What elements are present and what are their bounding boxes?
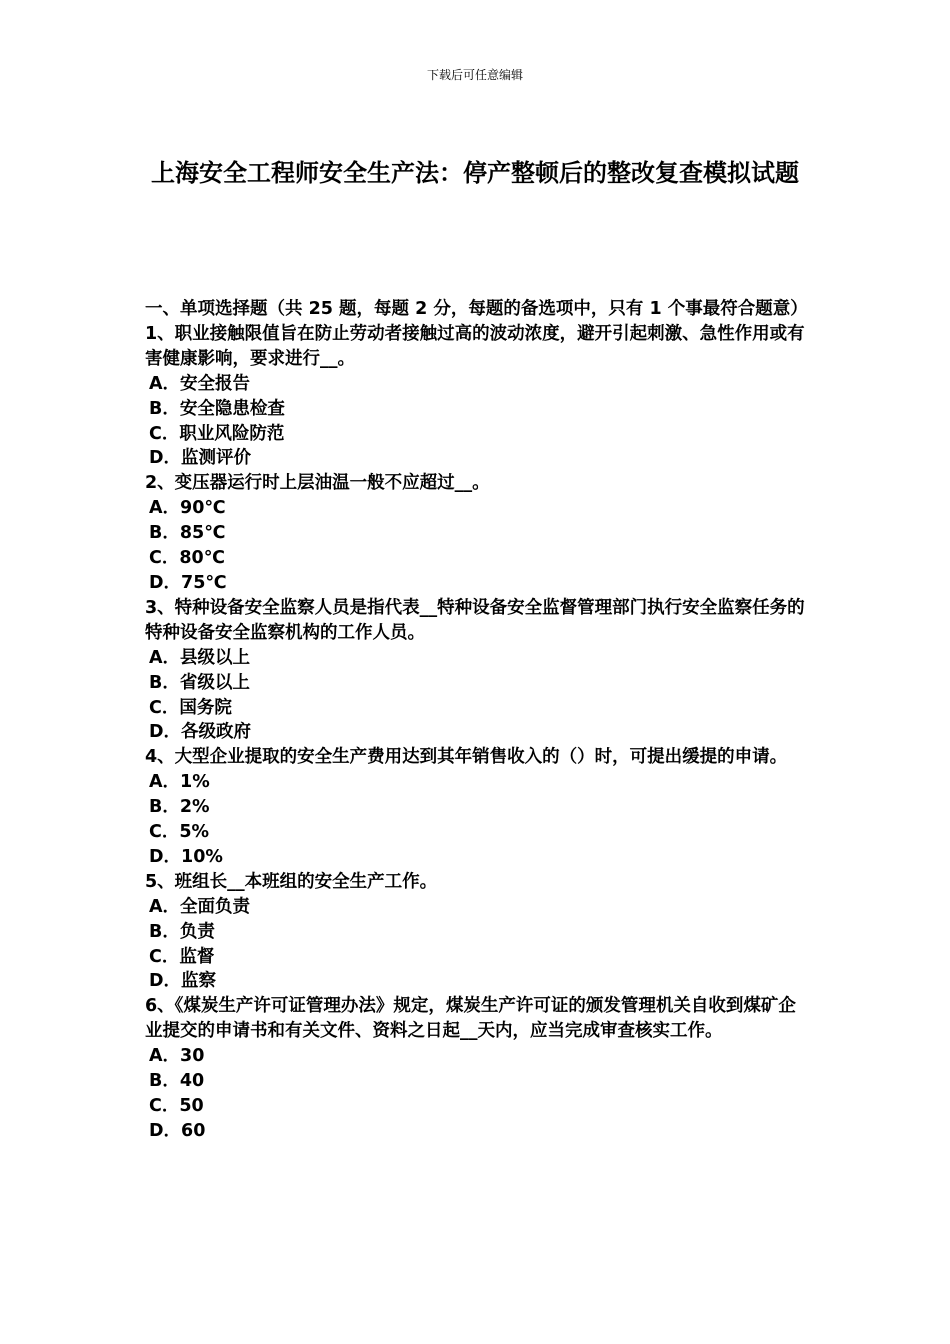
question-stem: 5、班组长__本班组的安全生产工作。 <box>145 871 438 892</box>
answer-option: C．50 <box>149 1096 204 1116</box>
question-stem: 4、大型企业提取的安全生产费用达到其年销售收入的（）时，可提出缓提的申请。 <box>145 747 788 768</box>
answer-option: C．国务院 <box>149 697 232 718</box>
document-title: 上海安全工程师安全生产法：停产整顿后的整改复查模拟试题 <box>151 159 799 187</box>
question-stem: 2、变压器运行时上层油温一般不应超过__。 <box>145 473 490 494</box>
answer-option: D．各级政府 <box>149 722 252 743</box>
answer-option: D．监测评价 <box>149 448 252 469</box>
answer-option: B．负责 <box>149 921 215 942</box>
question-stem: 1、职业接触限值旨在防止劳动者接触过高的波动浓度，避开引起刺激、急性作用或有害健康影响，要求进行__。 <box>145 323 805 369</box>
answer-option: D．监察 <box>149 971 217 992</box>
answer-option: C．5% <box>149 822 210 843</box>
question-stem: 3、特种设备安全监察人员是指代表__特种设备安全监督管理部门执行安全监察任务的特种设备安全监察机构的工作人员。 <box>145 597 805 643</box>
question-stem: 6、《煤炭生产许可证管理办法》规定，煤炭生产许可证的颁发管理机关自收到煤矿企业提交的申请书和有关文件、资料之日起__天内，应当完成审查核实工作。 <box>145 996 796 1042</box>
answer-option: B．安全隐患检查 <box>149 398 285 419</box>
answer-option: A．1% <box>149 772 210 793</box>
answer-option: A．30 <box>149 1046 205 1067</box>
answer-option: C．职业风险防范 <box>149 423 285 444</box>
answer-option: D．10% <box>149 846 223 867</box>
answer-option: A．90℃ <box>149 498 226 519</box>
answer-option: B．2% <box>149 797 210 818</box>
answer-option: C．监督 <box>149 946 215 967</box>
answer-option: A．全面负责 <box>149 896 251 917</box>
answer-option: B．40 <box>149 1071 205 1092</box>
answer-option: C．80℃ <box>149 548 225 569</box>
answer-option: A．县级以上 <box>149 647 251 668</box>
answer-option: D．60 <box>149 1120 206 1141</box>
answer-option: A．安全报告 <box>149 373 251 394</box>
answer-option: B．85℃ <box>149 523 226 544</box>
section-heading: 一、单项选择题（共 25 题，每题 2 分，每题的备选项中，只有 1 个事最符合题意） <box>145 299 808 319</box>
document-body <box>145 297 810 1144</box>
answer-option: D．75℃ <box>149 572 227 593</box>
header-note: 下载后可任意编辑 <box>426 68 523 82</box>
answer-option: B．省级以上 <box>149 672 250 693</box>
